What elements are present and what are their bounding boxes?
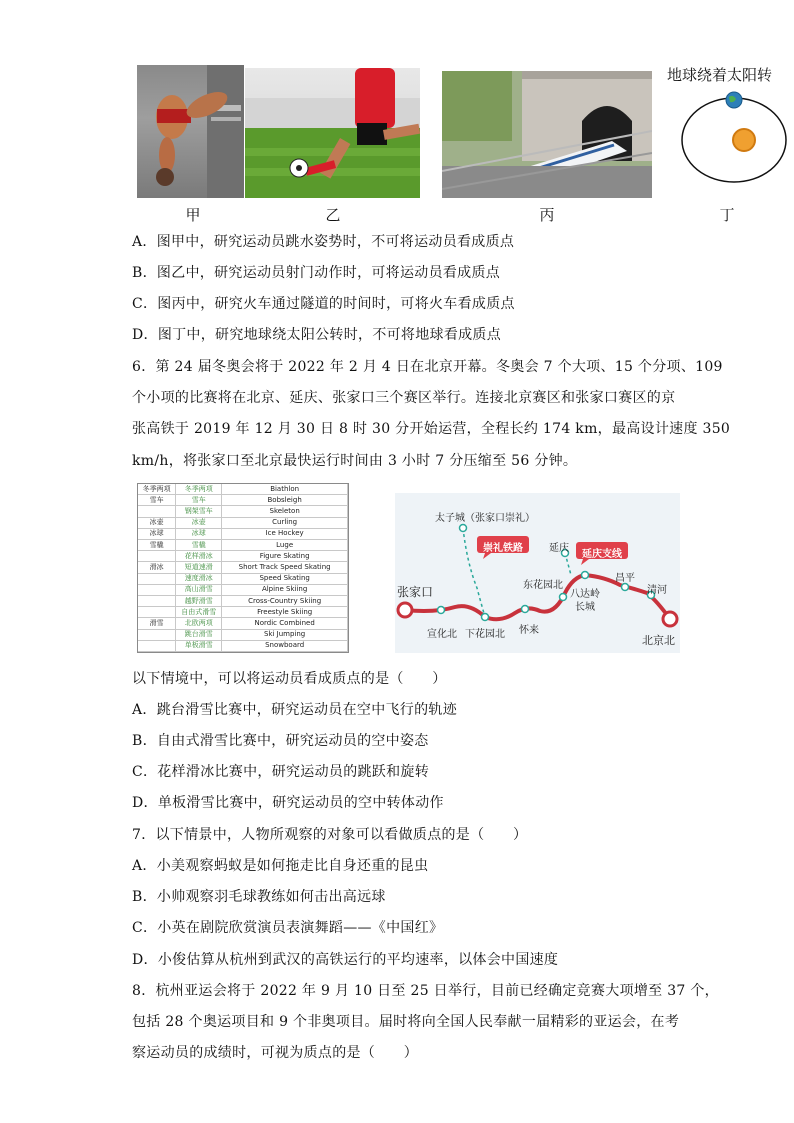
- station-beijingbei: [663, 612, 677, 626]
- station-badaling: [582, 572, 589, 579]
- sports-table-row: [138, 595, 348, 606]
- map-label-yanqing-branch: 延庆支线: [582, 549, 622, 560]
- sports-table-group-cell: 雪橇: [138, 539, 176, 550]
- sports-table-cn-cell: 雪橇: [176, 539, 222, 550]
- sports-table-row: [138, 629, 348, 640]
- q7-stem: 7．以下情景中，人物所观察的对象可以看做质点的是（ ）: [132, 827, 528, 843]
- sports-table-cn-cell: 单板滑雪: [176, 640, 222, 651]
- sports-table-group-cell: [138, 629, 176, 640]
- station-xuanhuabei: [438, 607, 445, 614]
- station-donghuayuanbei: [560, 594, 567, 601]
- sports-table-group-cell: [138, 506, 176, 517]
- sports-table-row: [138, 573, 348, 584]
- sports-table-row: [138, 618, 348, 629]
- map-label-badaling: 八达岭: [570, 589, 600, 600]
- caption-jia: 甲: [185, 206, 201, 224]
- sports-table-en-cell: Figure Skating: [222, 551, 348, 562]
- sports-table-group-cell: [138, 640, 176, 651]
- sports-table-group-cell: [138, 607, 176, 618]
- sports-table-row: [138, 607, 348, 618]
- sports-table-en-cell: Bobsleigh: [222, 495, 348, 506]
- map-label-taizicheng: 太子城（张家口崇礼）: [435, 513, 535, 524]
- sports-table-cn-cell: 短道速滑: [176, 562, 222, 573]
- sun-icon: [733, 129, 755, 151]
- caption-bing: 丙: [539, 206, 555, 224]
- winter-sports-table: [137, 483, 349, 653]
- map-label-zhangjiakou: 张家口: [397, 585, 434, 599]
- caption-yi: 乙: [325, 206, 341, 224]
- sports-table-group-cell: [138, 551, 176, 562]
- q7-option-b: B．小帅观察羽毛球教练如何击出高远球: [132, 889, 386, 905]
- sports-table-cn-cell: 自由式滑雪: [176, 607, 222, 618]
- q7-option-a: A．小美观察蚂蚁是如何拖走比自身还重的昆虫: [132, 858, 429, 874]
- sports-table-cn-cell: 冰壶: [176, 517, 222, 528]
- sports-table-group-cell: [138, 573, 176, 584]
- sports-table-cn-cell: 冬季两项: [176, 484, 222, 495]
- q6-option-c: C．花样滑冰比赛中，研究运动员的跳跃和旋转: [132, 764, 430, 780]
- map-label-huailai: 怀来: [519, 625, 539, 636]
- sports-table-en-cell: Cross-Country Skiing: [222, 595, 348, 606]
- map-label-chongli-railway: 崇礼铁路: [483, 543, 523, 554]
- q8-stem-line-1: 8．杭州亚运会将于 2022 年 9 月 10 日至 25 日举行，目前已经确定竞赛大项增至 37 个，: [132, 983, 719, 999]
- sports-table-cn-cell: 速度滑冰: [176, 573, 222, 584]
- sports-table-group-cell: 冬季两项: [138, 484, 176, 495]
- map-label-changcheng: 长城: [575, 602, 595, 613]
- sports-table-en-cell: Skeleton: [222, 506, 348, 517]
- map-label-qinghe: 清河: [647, 585, 667, 596]
- sports-table-row: [138, 584, 348, 595]
- q8-stem-line-3: 察运动员的成绩时，可视为质点的是（ ）: [132, 1045, 418, 1061]
- station-taizicheng: [460, 525, 467, 532]
- sports-table-row: [138, 517, 348, 528]
- q6-stem-line-2: 个小项的比赛将在北京、延庆、张家口三个赛区举行。连接北京赛区和张家口赛区的京: [132, 390, 676, 406]
- sports-table-en-cell: Curling: [222, 517, 348, 528]
- sports-table-cn-cell: 越野滑雪: [176, 595, 222, 606]
- q8-stem-line-2: 包括 28 个奥运项目和 9 个非奥项目。届时将向全国人民奉献一届精彩的亚运会，在考: [132, 1014, 680, 1030]
- sports-table-cn-cell: 钢架雪车: [176, 506, 222, 517]
- sports-table-en-cell: Nordic Combined: [222, 618, 348, 629]
- map-label-beijingbei: 北京北: [642, 634, 675, 647]
- q6-stem-line-4: km/h，将张家口至北京最快运行时间由 3 小时 7 分压缩至 56 分钟。: [132, 453, 578, 469]
- q6-stem-line-1: 6．第 24 届冬奥会将于 2022 年 2 月 4 日在北京开幕。冬奥会 7 个大项、15 个分项、109: [132, 359, 723, 375]
- station-xiahuayuanbei: [482, 614, 489, 621]
- sports-table-row: [138, 562, 348, 573]
- caption-ding: 丁: [719, 206, 735, 224]
- sports-table-row: [138, 539, 348, 550]
- sports-table-en-cell: Ski Jumping: [222, 629, 348, 640]
- map-label-yanqing: 延庆: [549, 543, 569, 554]
- sports-table-row: [138, 484, 348, 495]
- sports-table-group-cell: 滑雪: [138, 618, 176, 629]
- map-label-donghuayuanbei: 东花园北: [523, 580, 563, 591]
- q5-option-c: C．图丙中，研究火车通过隧道的时间时，可将火车看成质点: [132, 296, 515, 312]
- map-label-changping: 昌平: [615, 573, 635, 584]
- sports-table-cn-cell: 高山滑雪: [176, 584, 222, 595]
- sports-table-cn-cell: 冰球: [176, 528, 222, 539]
- sports-table-en-cell: Speed Skating: [222, 573, 348, 584]
- sports-table-row: [138, 640, 348, 651]
- sports-table-en-cell: Ice Hockey: [222, 528, 348, 539]
- photo-soccer: [245, 68, 420, 198]
- sports-table-row: [138, 495, 348, 506]
- sports-table-group-cell: [138, 595, 176, 606]
- q6-option-d: D．单板滑雪比赛中，研究运动员的空中转体动作: [132, 795, 444, 811]
- sports-table-en-cell: Snowboard: [222, 640, 348, 651]
- sports-table-en-cell: Biathlon: [222, 484, 348, 495]
- photo-diver: [137, 65, 244, 198]
- q6-prompt: 以下情境中，可以将运动员看成质点的是（ ）: [132, 671, 447, 687]
- station-zhangjiakou: [398, 603, 412, 617]
- sports-table-group-cell: [138, 584, 176, 595]
- q5-option-a: A．图甲中，研究运动员跳水姿势时，不可将运动员看成质点: [132, 234, 515, 250]
- sports-table-group-cell: 雪车: [138, 495, 176, 506]
- q5-option-b: B．图乙中，研究运动员射门动作时，可将运动员看成质点: [132, 265, 501, 281]
- sports-table-cn-cell: 雪车: [176, 495, 222, 506]
- q7-option-d: D．小俊估算从杭州到武汉的高铁运行的平均速率，以体会中国速度: [132, 952, 559, 968]
- sports-table-group-cell: 滑冰: [138, 562, 176, 573]
- q6-option-a: A．跳台滑雪比赛中，研究运动员在空中飞行的轨迹: [132, 702, 458, 718]
- sports-table-cn-cell: 跳台滑雪: [176, 629, 222, 640]
- sports-table-cn-cell: 北欧两项: [176, 618, 222, 629]
- earth-sun-orbit-diagram: [678, 88, 790, 188]
- station-huailai: [522, 606, 529, 613]
- sports-table-group-cell: 冰壶: [138, 517, 176, 528]
- sports-table-en-cell: Alpine Skiing: [222, 584, 348, 595]
- rail-map: [395, 493, 680, 653]
- q5-option-d: D．图丁中，研究地球绕太阳公转时，不可将地球看成质点: [132, 327, 502, 343]
- q7-option-c: C．小英在剧院欣赏演员表演舞蹈——《中国红》: [132, 920, 444, 936]
- sports-table-row: [138, 506, 348, 517]
- q6-option-b: B．自由式滑雪比赛中，研究运动员的空中姿态: [132, 733, 429, 749]
- sports-table-row: [138, 551, 348, 562]
- orbit-title: 地球绕着太阳转: [667, 66, 773, 84]
- sports-table-en-cell: Freestyle Skiing: [222, 607, 348, 618]
- map-label-xiahuayuanbei: 下花园北: [465, 629, 505, 640]
- sports-table-en-cell: Short Track Speed Skating: [222, 562, 348, 573]
- station-changping: [622, 584, 629, 591]
- sports-table-cn-cell: 花样滑冰: [176, 551, 222, 562]
- map-label-xuanhuabei: 宣化北: [427, 629, 457, 640]
- q6-stem-line-3: 张高铁于 2019 年 12 月 30 日 8 时 30 分开始运营，全程长约 174 km，最高设计速度 350: [132, 421, 731, 437]
- photo-train-tunnel: [442, 71, 652, 198]
- sports-table-row: [138, 528, 348, 539]
- sports-table-en-cell: Luge: [222, 539, 348, 550]
- sports-table-group-cell: 冰球: [138, 528, 176, 539]
